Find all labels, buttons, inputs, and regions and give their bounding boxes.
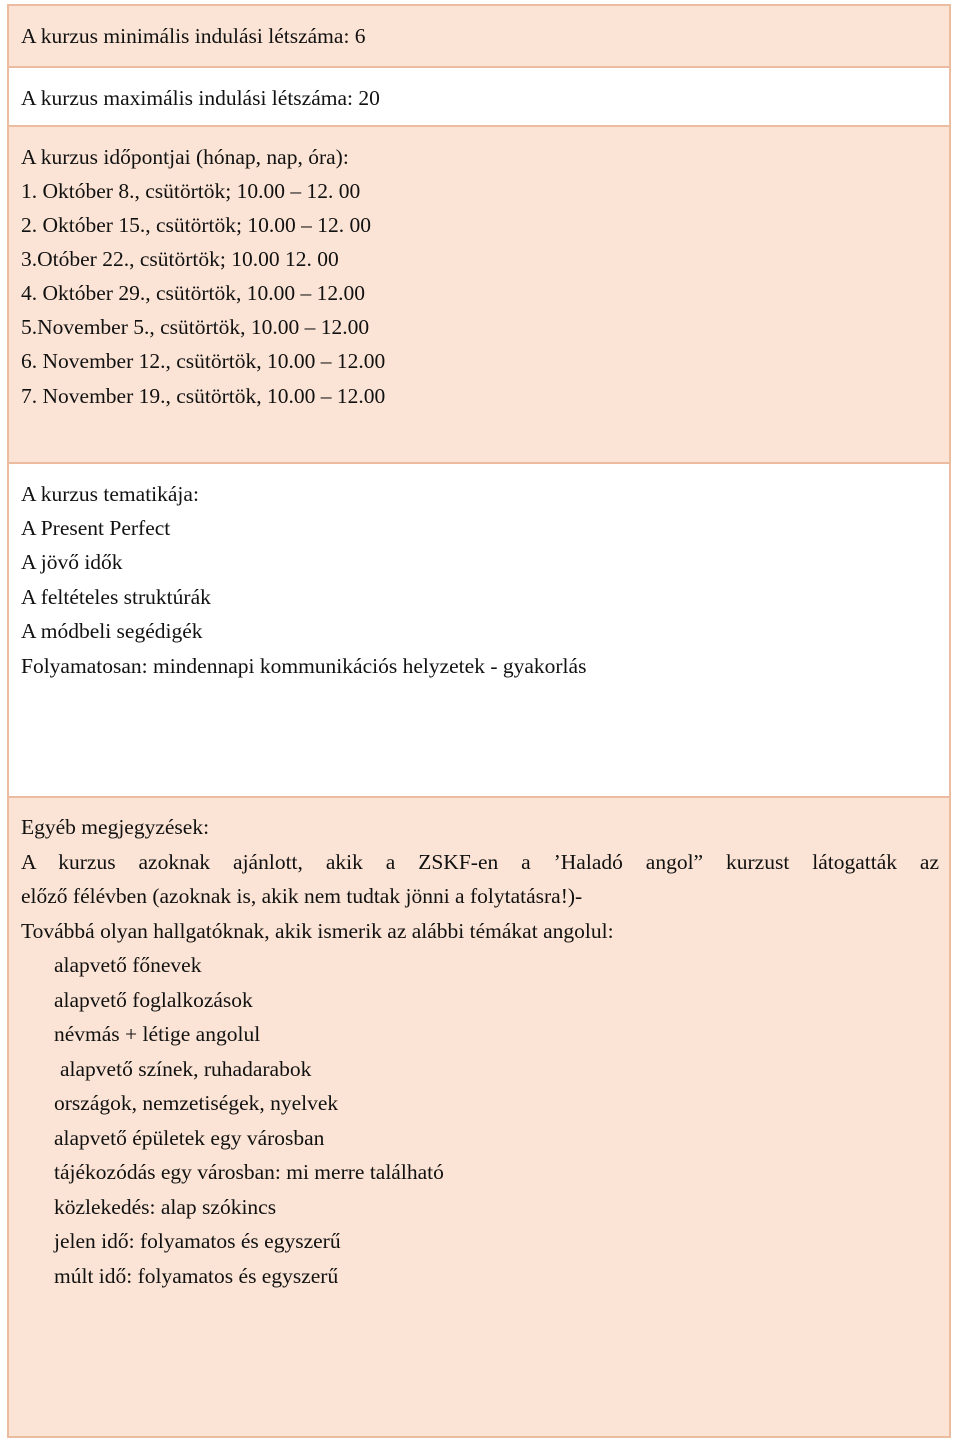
prerequisite-item: alapvető foglalkozások <box>54 988 253 1012</box>
prerequisite-item: tájékozódás egy városban: mi merre található <box>54 1160 444 1184</box>
prerequisite-item: jelen idő: folyamatos és egyszerű <box>54 1229 341 1253</box>
topic-item: A Present Perfect <box>21 516 171 540</box>
date-item: 7. November 19., csütörtök, 10.00 – 12.00 <box>21 384 386 408</box>
date-item: 6. November 12., csütörtök, 10.00 – 12.00 <box>21 349 386 373</box>
prerequisite-item: névmás + létige angolul <box>54 1022 261 1046</box>
date-item: 2. Október 15., csütörtök; 10.00 – 12. 00 <box>21 213 371 237</box>
min-participants-text: A kurzus minimális indulási létszáma: 6 <box>21 24 366 48</box>
notes-paragraph-intro: Továbbá olyan hallgatóknak, akik ismerik az alábbi témákat angolul: <box>21 919 614 943</box>
dates-row <box>9 125 949 462</box>
max-participants-text: A kurzus maximális indulási létszáma: 20 <box>21 86 380 110</box>
topic-item: A jövő idők <box>21 550 123 574</box>
date-item: 3.Otóber 22., csütörtök; 10.00 12. 00 <box>21 247 339 271</box>
topic-item: A feltételes struktúrák <box>21 585 211 609</box>
prerequisite-item: múlt idő: folyamatos és egyszerű <box>54 1264 339 1288</box>
prerequisite-item: országok, nemzetiségek, nyelvek <box>54 1091 339 1115</box>
date-item: 4. Október 29., csütörtök, 10.00 – 12.00 <box>21 281 365 305</box>
notes-row <box>9 796 949 1436</box>
topics-row <box>9 462 949 796</box>
prerequisite-item: alapvető színek, ruhadarabok <box>60 1057 312 1081</box>
topic-item: Folyamatosan: mindennapi kommunikációs helyzetek - gyakorlás <box>21 654 587 678</box>
prerequisite-item: alapvető főnevek <box>54 953 202 977</box>
notes-paragraph-line: előző félévben (azoknak is, akik nem tudtak jönni a folytatásra!)- <box>21 884 583 908</box>
date-item: 5.November 5., csütörtök, 10.00 – 12.00 <box>21 315 370 339</box>
topics-heading: A kurzus tematikája: <box>21 482 199 506</box>
notes-heading: Egyéb megjegyzések: <box>21 815 210 839</box>
prerequisite-item: közlekedés: alap szókincs <box>54 1195 277 1219</box>
date-item: 1. Október 8., csütörtök; 10.00 – 12. 00 <box>21 179 361 203</box>
course-info-table <box>7 4 951 1438</box>
min-participants-row <box>9 6 949 66</box>
dates-heading: A kurzus időpontjai (hónap, nap, óra): <box>21 145 349 169</box>
max-participants-row <box>9 66 949 125</box>
notes-paragraph-line: A kurzus azoknak ajánlott, akik a ZSKF-en a ’Haladó angol” kurzust látogatták az <box>21 850 939 874</box>
topic-item: A módbeli segédigék <box>21 619 203 643</box>
prerequisite-item: alapvető épületek egy városban <box>54 1126 325 1150</box>
